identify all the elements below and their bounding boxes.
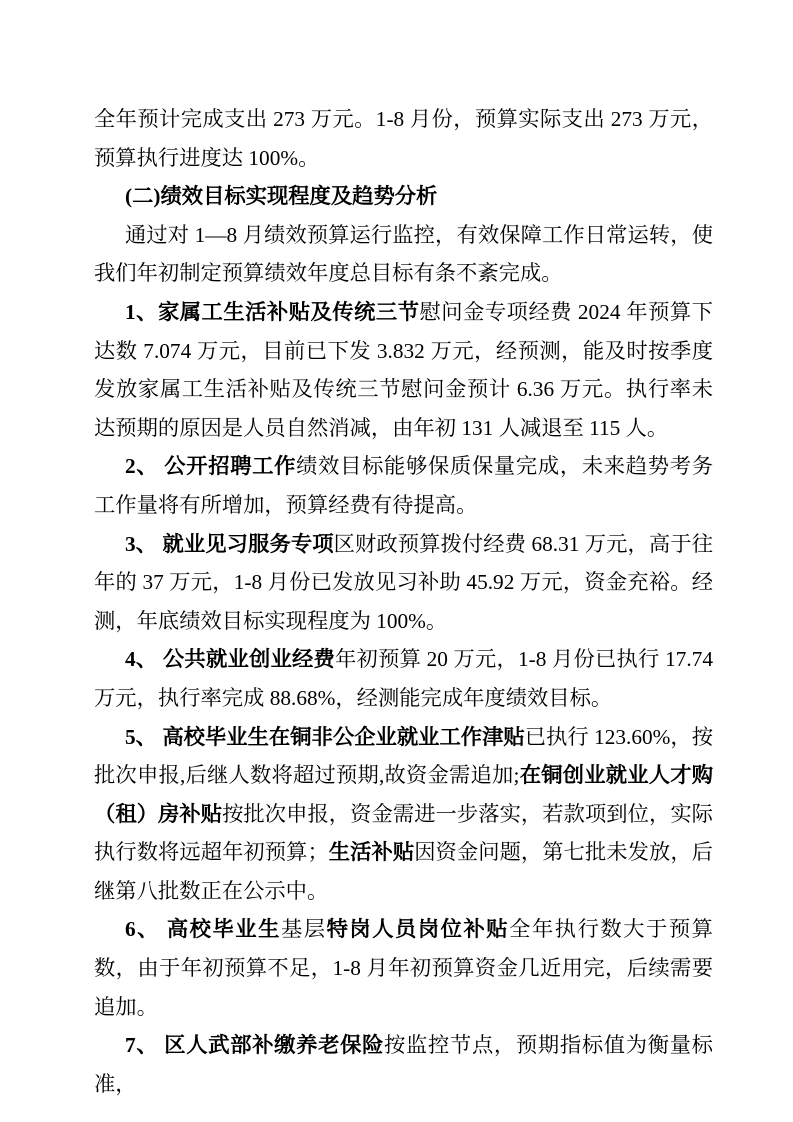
document-body: [94, 100, 713, 1103]
text-run: 已执行 123.60%，按批次申报,后继人数将超过预期,故资金需追加;: [94, 724, 713, 788]
bold-text-run: 6、 高校毕业生: [125, 917, 281, 942]
bold-text-run: (二)绩效目标实现程度及趋势分析: [125, 184, 438, 209]
bold-text-run: 5、 高校毕业生在铜非公企业就业工作津贴: [125, 724, 525, 749]
text-run: 区财政预算拨付经费 68.31 万元，高于往年的 37 万元，1-8 月份已发放见习补助 45.92 万元，资金充裕。经测，年底绩效目标实现程度为 100%。: [94, 531, 713, 633]
section-heading: [94, 177, 713, 216]
text-run: 全年执行数大于预算数，由于年初预算不足，1-8 月年初预算资金几近用完，后续需要追加。: [94, 917, 713, 1019]
text-run: 通过对 1—8 月绩效预算运行监控，有效保障工作日常运转，使我们年初制定预算绩效年度总目标有条不紊完成。: [94, 222, 713, 286]
bold-text-run: 特岗人员岗位补贴: [326, 917, 510, 942]
list-item-5: [94, 718, 713, 911]
paragraph-intro: [94, 216, 713, 293]
list-item-2: [94, 447, 713, 524]
text-run: 按监控节点，预期指标值为衡量标准，: [94, 1033, 713, 1096]
list-item-3: [94, 525, 713, 641]
bold-text-run: 3、 就业见习服务专项: [125, 531, 334, 556]
bold-text-run: 4、 公共就业创业经费: [125, 647, 336, 672]
text-run: 绩效目标能够保质保量完成，未来趋势考务工作量将有所增加，预算经费有待提高。: [94, 454, 713, 517]
list-item-7: [94, 1026, 713, 1103]
text-run: 因资金问题，第七批未发放，后继第八批数正在公示中。: [94, 840, 713, 903]
bold-text-run: 在铜创业就业人才购（租）房补贴: [94, 763, 713, 826]
text-run: 全年预计完成支出 273 万元。1-8 月份，预算实际支出 273 万元，预算执行进度达 100%。: [94, 107, 713, 170]
bold-text-run: 2、 公开招聘工作: [125, 454, 297, 479]
text-run: 基层: [280, 917, 327, 942]
bold-text-run: 生活补贴: [328, 840, 415, 865]
paragraph-carryover: [94, 100, 713, 177]
text-run: 年初预算 20 万元，1-8 月份已执行 17.74 万元，执行率完成 88.68%，经测能完成年度绩效目标。: [94, 647, 713, 710]
bold-text-run: 1、家属工生活补贴及传统三节: [125, 299, 420, 324]
text-run: 按批次申报，资金需进一步落实，若款项到位，实际执行数将远超年初预算；: [94, 801, 713, 865]
text-run: 慰问金专项经费 2024 年预算下达数 7.074 万元，目前已下发 3.832 万元，经预测，能及时按季度发放家属工生活补贴及传统三节慰问金预计 6.36 万元。执行率未达预期的原因是人员自然消减，由年初 131 人减退至 115 人。: [94, 299, 713, 440]
bold-text-run: 7、 区人武部补缴养老保险: [125, 1033, 385, 1058]
list-item-1: [94, 293, 713, 447]
list-item-6: [94, 910, 713, 1026]
list-item-4: [94, 640, 713, 717]
